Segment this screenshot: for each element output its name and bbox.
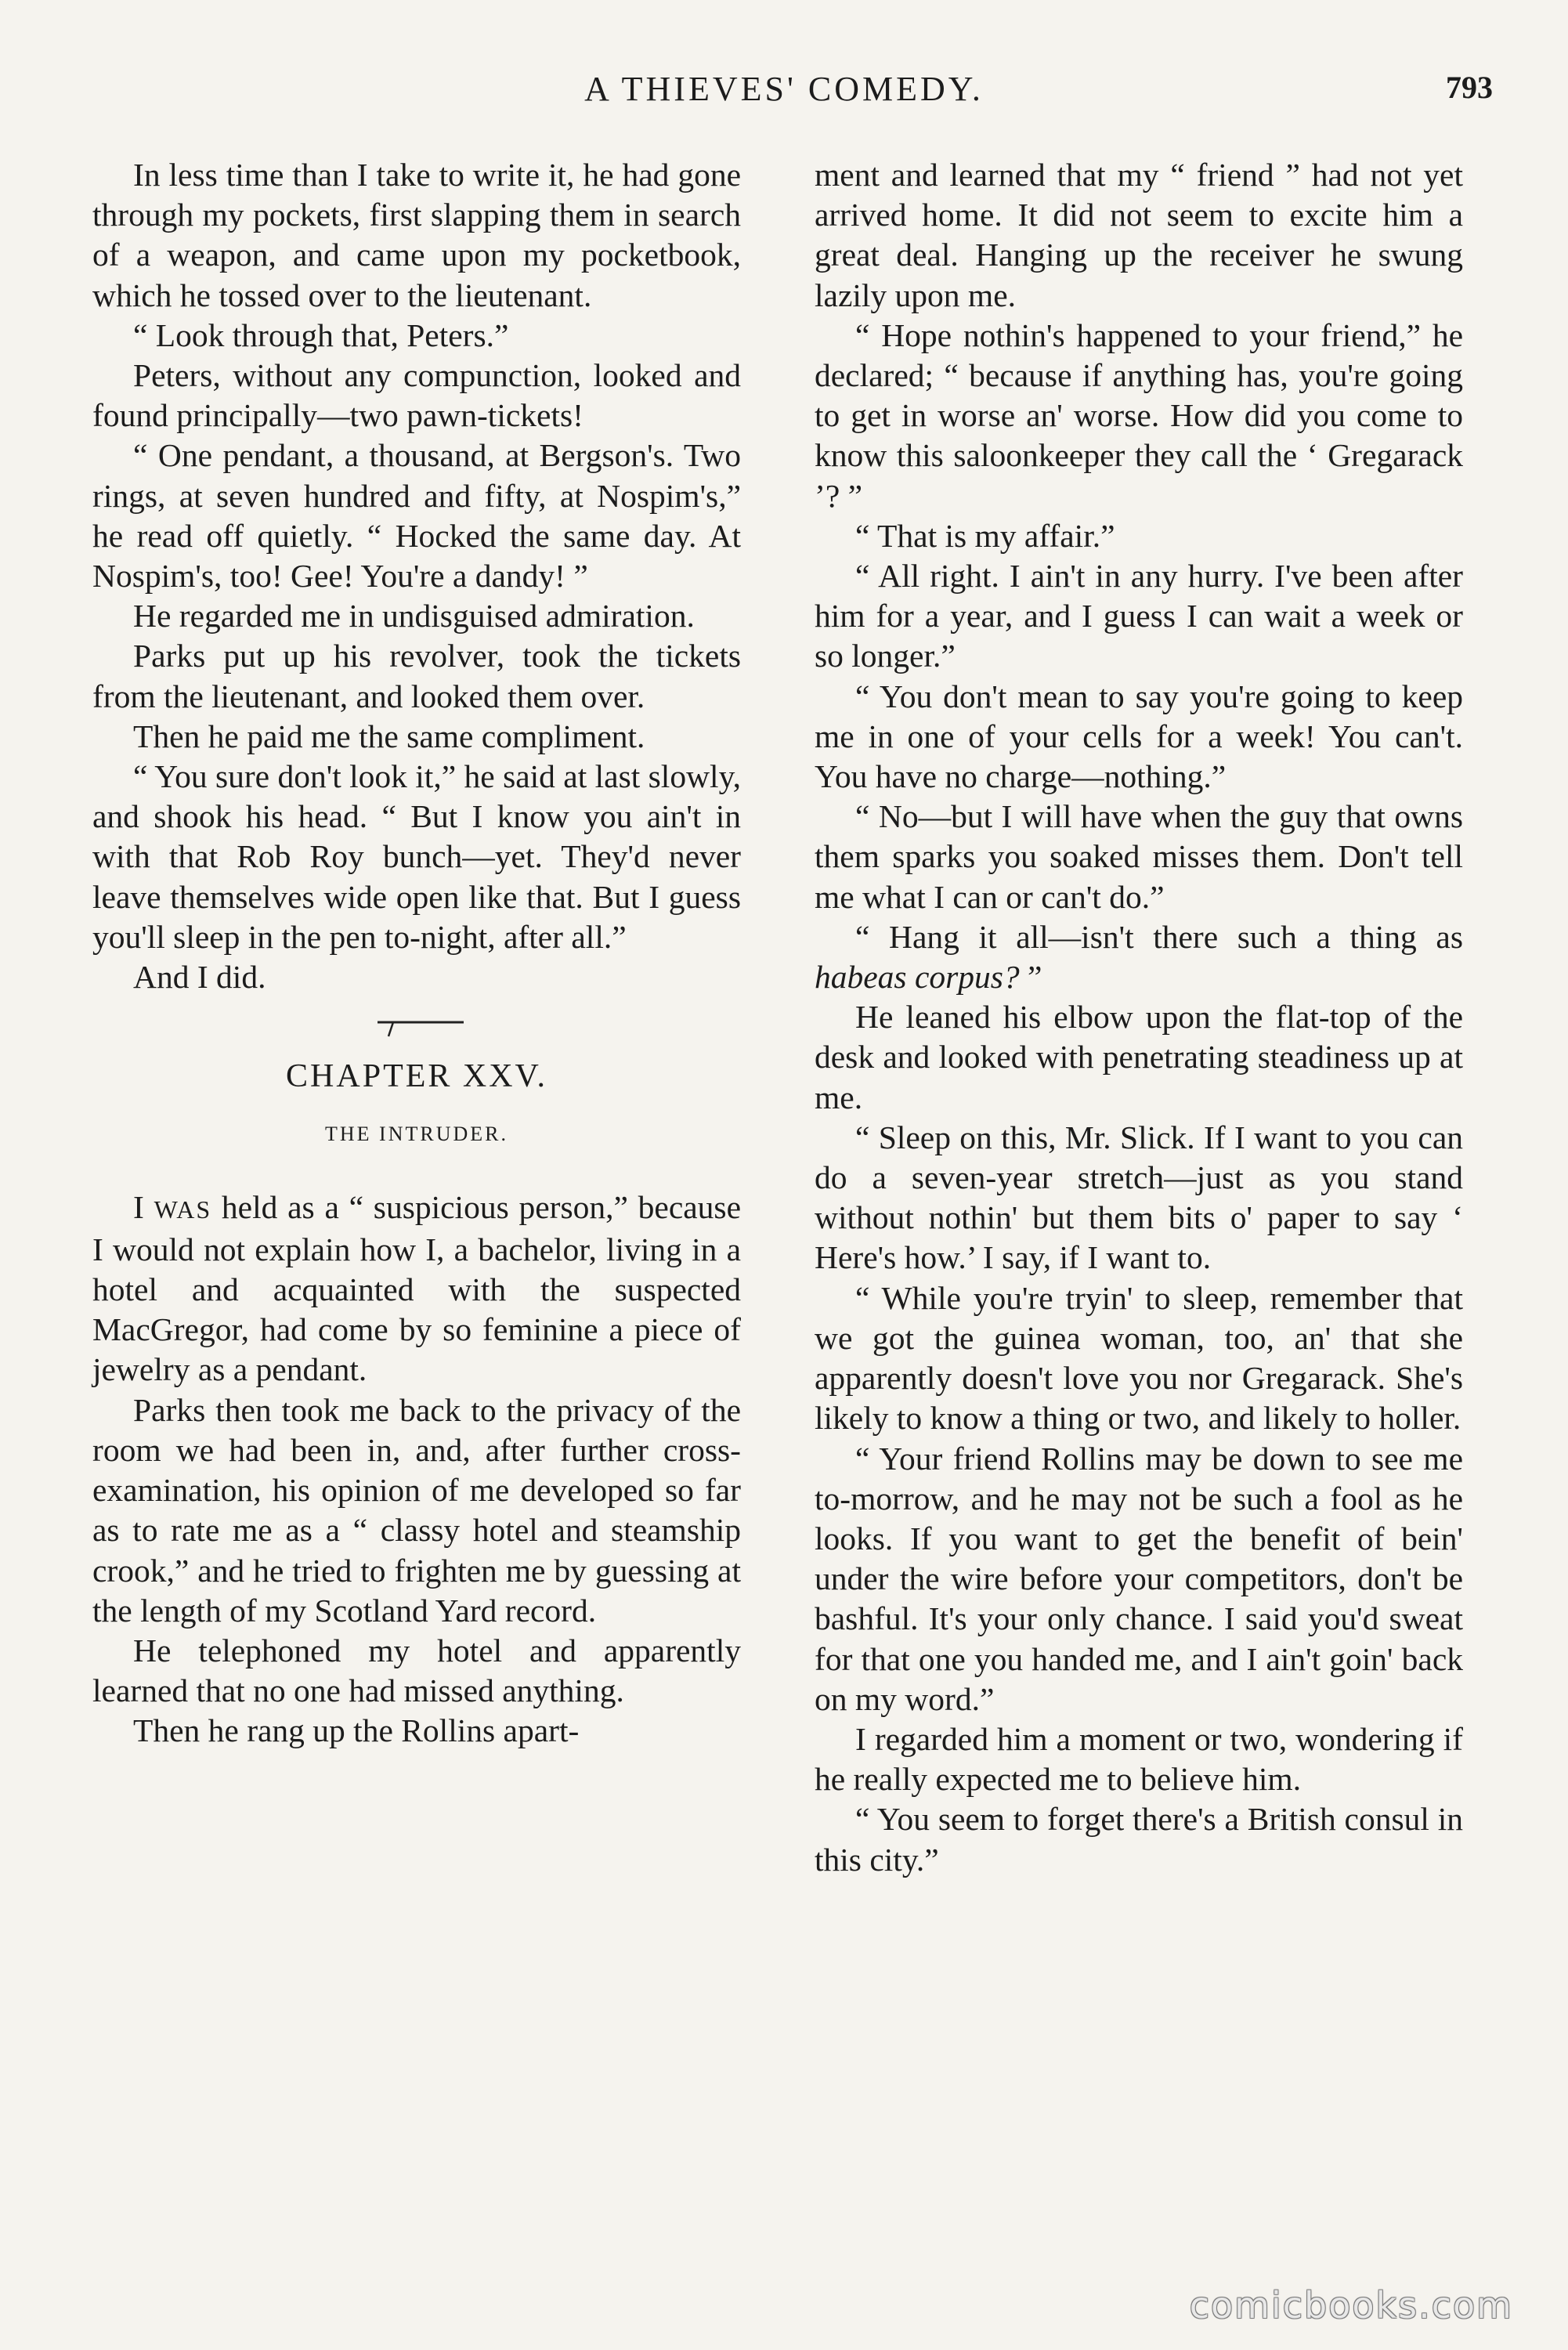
- paragraph: I regarded him a moment or two, wondering if he really expected me to believe him.: [815, 1720, 1463, 1798]
- paragraph: He leaned his elbow upon the flat-top of the desk and looked with penetrating steadiness up at me.: [815, 999, 1463, 1115]
- paragraph: And I did.: [133, 959, 266, 996]
- page-header: [0, 69, 1568, 124]
- chapter-opening-text: held as a “ suspicious person,” because I would not explain how I, a bachelor, living in a hotel and acquainted with the suspected MacGregor, had come by so feminine a piece of jewelry as a pendant.: [92, 1188, 741, 1388]
- habeas-prefix: “ Hang it all—isn't there such a thing as: [855, 918, 1463, 955]
- habeas-paragraph: [815, 917, 1463, 997]
- paragraph: “ While you're tryin' to sleep, remember that we got the guinea woman, too, an' that she apparently doesn't love you nor Gregarack. She's likely to know a thing or two, and likely to holler.: [815, 1279, 1463, 1437]
- paragraph: He telephoned my hotel and apparently learned that no one had missed anything.: [92, 1632, 741, 1709]
- paragraph: “ Sleep on this, Mr. Slick. If I want to you can do a seven-year stretch—just as you stand without nothin' but them bits o' paper to say ‘ Here's how.’ I say, if I want to.: [815, 1119, 1463, 1276]
- paragraph: He regarded me in undisguised admiration.: [133, 598, 695, 634]
- chapter-lead-word: I: [133, 1188, 144, 1225]
- paragraph: “ You seem to forget there's a British consul in this city.”: [815, 1801, 1463, 1878]
- paragraph: “ You sure don't look it,” he said at last slowly, and shook his head. “ But I know you ain't in with that Rob Roy bunch—yet. They'd never leave themselves wide open like that. But I guess you'll sleep in the pen to-night, after all.”: [92, 758, 741, 955]
- right-column: [815, 155, 1463, 1880]
- section-divider: [362, 1011, 471, 1043]
- chapter-subtitle: THE INTRUDER.: [325, 1123, 508, 1146]
- paragraph: “ All right. I ain't in any hurry. I've been after him for a year, and I guess I can wait a week or so longer.”: [815, 558, 1463, 674]
- paragraph: “ You don't mean to say you're going to keep me in one of your cells for a week! You can't. You have no charge—nothing.”: [815, 678, 1463, 795]
- left-column: [92, 155, 741, 1752]
- paragraph: Then he rang up the Rollins apart-: [133, 1712, 580, 1749]
- continued-paragraph: ment and learned that my “ friend ” had not yet arrived home. It did not seem to excite him a great deal. Hanging up the receiver he swung lazily upon me.: [815, 157, 1463, 313]
- habeas-corpus-italic: habeas corpus?: [815, 959, 1020, 996]
- paragraph: Parks put up his revolver, took the tickets from the lieutenant, and looked them over.: [92, 638, 741, 714]
- paragraph: Parks then took me back to the privacy of the room we had been in, and, after further cross-examination, his opinion of me developed so far as to rate me as a “ classy hotel and steamship crook,” and he tried to frighten me by guessing at the length of my Scotland Yard record.: [92, 1391, 741, 1629]
- chapter-heading: CHAPTER XXV.: [286, 1058, 547, 1095]
- paragraph: “ Your friend Rollins may be down to see me to-morrow, and he may not be such a fool as he looks. If you want to get the benefit of bein' under the wire before your competitors, don't be bashful. It's your only chance. I said you'd sweat for that one you handed me, and I ain't goin' back on my word.”: [815, 1440, 1463, 1717]
- paragraph: In less time than I take to write it, he had gone through my pockets, first slapping them in search of a weapon, and came upon my pocketbook, which he tossed over to the lieutenant.: [92, 157, 741, 313]
- habeas-suffix: ”: [1019, 959, 1042, 996]
- running-title: A THIEVES' COMEDY.: [584, 70, 984, 108]
- paragraph: “ Hope nothin's happened to your friend,” he declared; “ because if anything has, you're going to get in worse an' worse. How did you come to know this saloonkeeper they call the ‘ Gregarack ’? ”: [815, 316, 1463, 514]
- paragraph: Peters, without any compunction, looked and found principally—two pawn-tickets!: [92, 357, 741, 434]
- paragraph: “ One pendant, a thousand, at Bergson's. Two rings, at seven hundred and fifty, at Nospim's,” he read off quietly. “ Hocked the same day. At Nospim's, too! Gee! You're a dandy! ”: [92, 437, 741, 595]
- chapter-opening-paragraph: [92, 1188, 741, 1390]
- paragraph: “ Look through that, Peters.”: [133, 316, 509, 353]
- page-number: 793: [1446, 70, 1493, 105]
- chapter-lead-smallcaps: WAS: [154, 1195, 212, 1224]
- watermark: comicbooks.com: [1189, 2284, 1513, 2326]
- paragraph: “ No—but I will have when the guy that owns them sparks you soaked misses them. Don't tell me what I can or can't do.”: [815, 798, 1463, 915]
- paragraph: “ That is my affair.”: [855, 517, 1115, 554]
- paragraph: Then he paid me the same compliment.: [133, 718, 645, 754]
